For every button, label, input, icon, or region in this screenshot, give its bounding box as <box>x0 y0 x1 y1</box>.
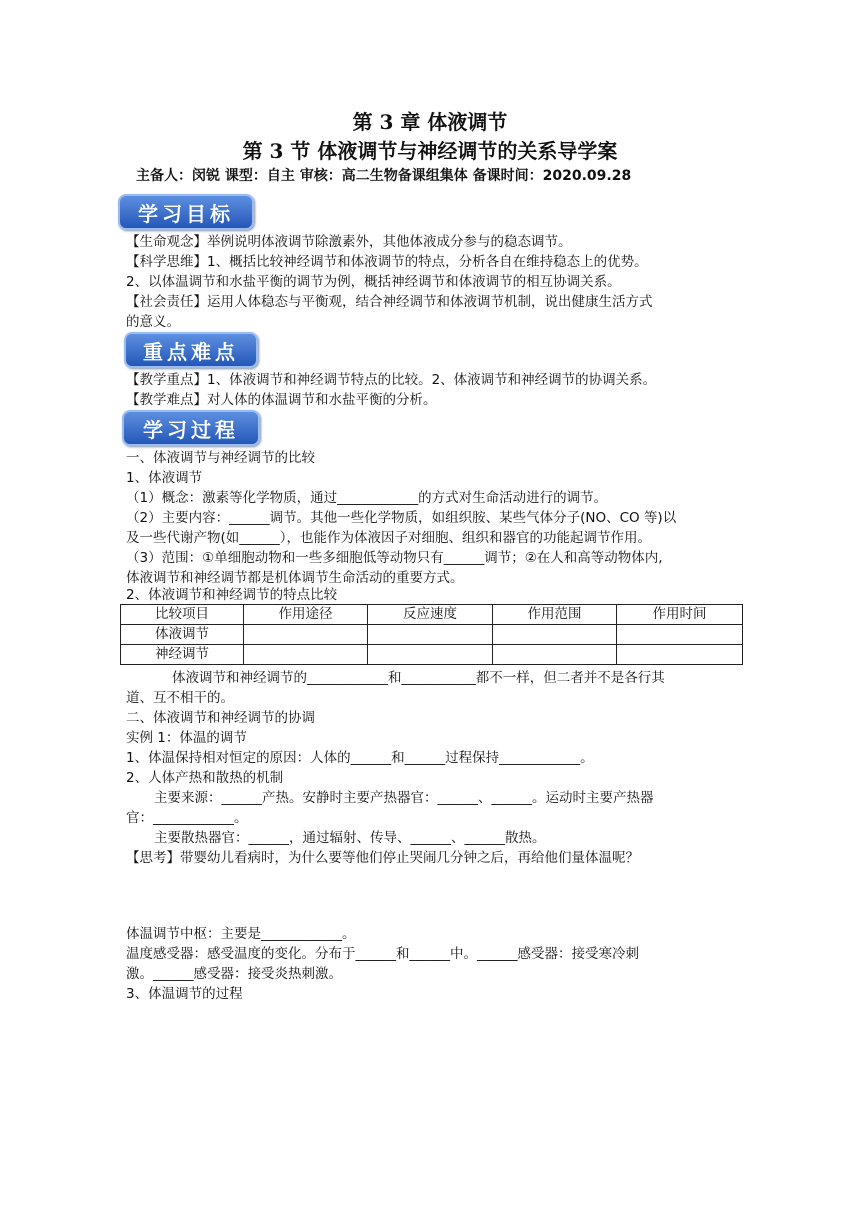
chapter-title: 第 3 章 体液调节 <box>352 110 508 134</box>
subsection-heading: 1、体液调节 <box>126 470 203 486</box>
table-header-row <box>121 605 743 625</box>
body-line: （2）主要内容：______调节。其他一些化学物质，如组织胺、某些气体分子(NO、CO 等)以 <box>126 510 677 526</box>
table-header: 作用途径 <box>244 605 368 625</box>
table-row <box>121 625 743 645</box>
body-line: 温度感受器：感受温度的变化。分布于______和______中。______感受器：接受寒冷刺 <box>126 946 639 962</box>
table-header: 反应速度 <box>368 605 493 625</box>
body-line: 体液调节和神经调节都是机体调节生命活动的重要方式。 <box>126 570 464 586</box>
table-cell[interactable] <box>244 625 368 645</box>
think-question: 【思考】带婴幼儿看病时，为什么要等他们停止哭闹几分钟之后，再给他们量体温呢？ <box>126 850 639 866</box>
key-points-badge: 重点难点 <box>124 332 258 368</box>
table-cell: 体液调节 <box>121 625 244 645</box>
body-line: 道、互不相干的。 <box>126 690 234 706</box>
objective-line: 【生命观念】举例说明体液调节除激素外，其他体液成分参与的稳态调节。 <box>126 234 572 250</box>
table-cell[interactable] <box>368 645 493 665</box>
body-line: 体温调节中枢：主要是____________。 <box>126 926 356 942</box>
key-point-line: 【教学重点】1、体液调节和神经调节特点的比较。2、体液调节和神经调节的协调关系。 <box>126 372 657 388</box>
table-cell[interactable] <box>493 645 617 665</box>
section-heading: 二、体液调节和神经调节的协调 <box>126 710 315 726</box>
objective-line: 【科学思维】1、概括比较神经调节和体液调节的特点，分析各自在维持稳态上的优势。 <box>126 254 648 270</box>
body-line: 及一些代谢产物(如______），也能作为体液因子对细胞、组织和器官的功能起调节作用。 <box>126 530 652 546</box>
subsection-heading: 2、人体产热和散热的机制 <box>126 770 284 786</box>
body-line: 体液调节和神经调节的____________和___________都不一样，但二者并不是各行其 <box>172 670 665 686</box>
table-cell[interactable] <box>617 625 743 645</box>
key-point-line: 【教学难点】对人体的体温调节和水盐平衡的分析。 <box>126 392 437 408</box>
body-line: 主要来源：______产热。安静时主要产热器官：______、______。运动时主要产热器 <box>154 790 654 806</box>
section-heading: 一、体液调节与神经调节的比较 <box>126 450 315 466</box>
table-cell[interactable] <box>244 645 368 665</box>
subsection-heading: 3、体温调节的过程 <box>126 986 243 1002</box>
subsection-heading: 实例 1：体温的调节 <box>126 730 247 746</box>
table-cell[interactable] <box>368 625 493 645</box>
table-cell[interactable] <box>617 645 743 665</box>
objectives-badge: 学习目标 <box>118 194 254 230</box>
process-badge: 学习过程 <box>122 410 260 446</box>
body-line: 官：____________。 <box>126 810 248 826</box>
document-meta: 主备人：闵锐 课型：自主 审核：高二生物备课组集体 备课时间：2020.09.28 <box>136 168 632 184</box>
table-header: 作用时间 <box>617 605 743 625</box>
body-line: 1、体温保持相对恒定的原因：人体的______和______过程保持____________。 <box>126 750 594 766</box>
table-header: 作用范围 <box>493 605 617 625</box>
objective-line: 的意义。 <box>126 314 180 330</box>
body-line: （3）范围：①单细胞动物和一些多细胞低等动物只有______调节；②在人和高等动物体内, <box>126 550 663 566</box>
table-cell: 神经调节 <box>121 645 244 665</box>
comparison-table <box>120 604 743 665</box>
table-header: 比较项目 <box>121 605 244 625</box>
section-title: 第 3 节 体液调节与神经调节的关系导学案 <box>242 139 618 163</box>
body-line: 激。______感受器：接受炎热刺激。 <box>126 966 342 982</box>
subsection-heading: 2、体液调节和神经调节的特点比较 <box>126 587 338 603</box>
body-line: （1）概念：激素等化学物质，通过____________的方式对生命活动进行的调节。 <box>126 490 608 506</box>
body-line: 主要散热器官：______，通过辐射、传导、______、______散热。 <box>154 830 546 846</box>
objective-line: 【社会责任】运用人体稳态与平衡观，结合神经调节和体液调节机制，说出健康生活方式 <box>126 294 653 310</box>
table-row <box>121 645 743 665</box>
objective-line: 2、以体温调节和水盐平衡的调节为例，概括神经调节和体液调节的相互协调关系。 <box>126 274 621 290</box>
table-cell[interactable] <box>493 625 617 645</box>
